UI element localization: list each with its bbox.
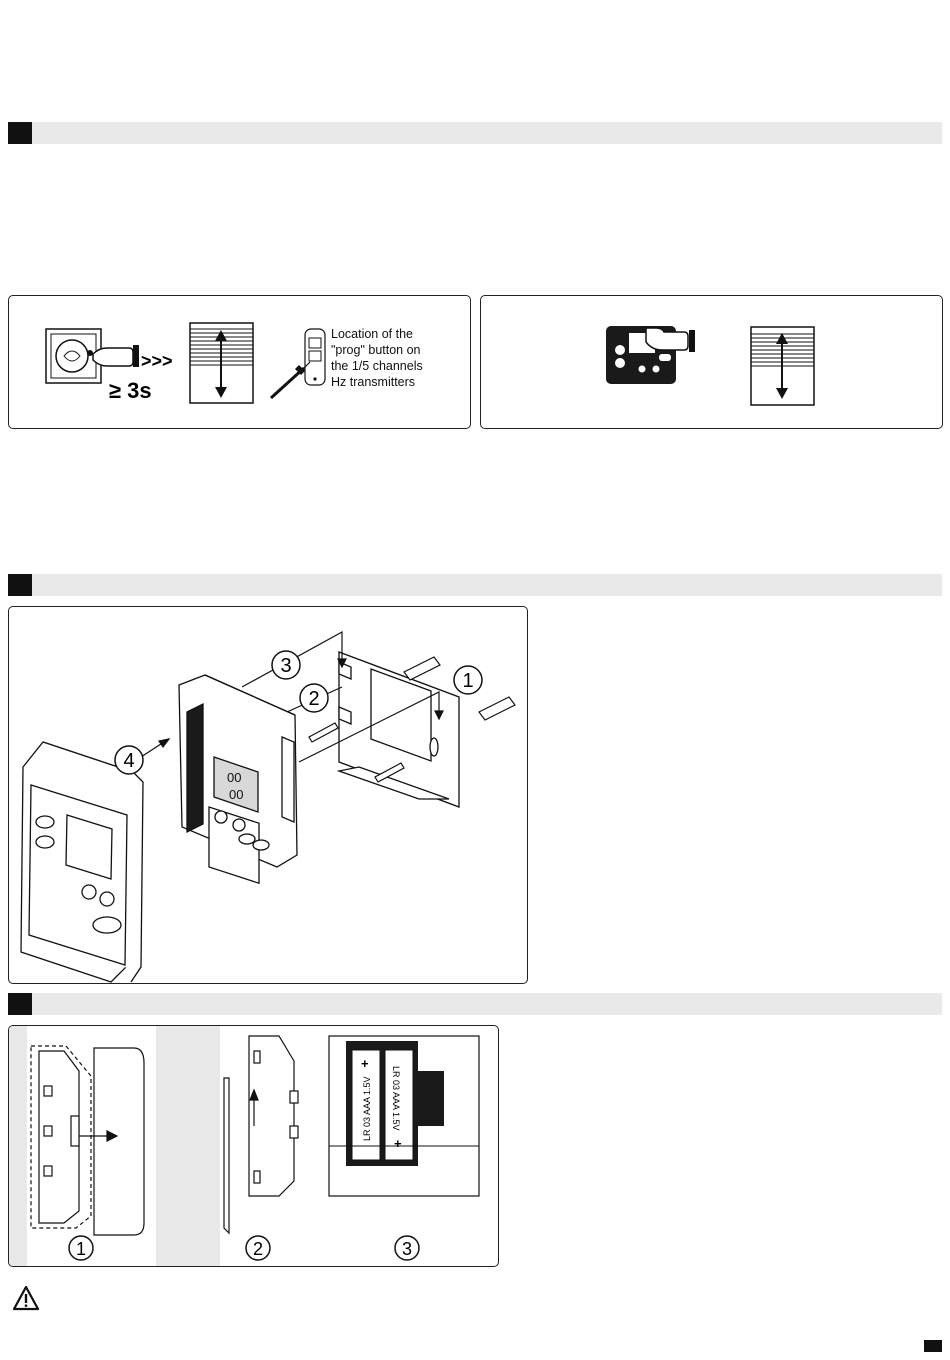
timer-module-icon	[179, 675, 297, 883]
step-callout-2	[300, 684, 328, 712]
timer-prog-illustration	[481, 296, 942, 428]
programming-panel-right	[480, 295, 943, 429]
svg-text:00: 00	[227, 770, 242, 785]
roller-shutter-icon	[190, 323, 253, 403]
battery-compartment-icon	[329, 1036, 479, 1196]
section-marker	[8, 574, 32, 596]
note-line: "prog" button on	[331, 343, 421, 357]
svg-text:1: 1	[462, 670, 474, 692]
screwdriver-icon	[271, 362, 310, 398]
svg-text:2: 2	[308, 688, 320, 710]
step-callout-1	[454, 666, 482, 694]
pressing-finger-icon	[646, 328, 695, 352]
battery-label: LR 03 AAA 1.5V	[362, 1076, 372, 1141]
module-lift-icon	[224, 1036, 298, 1233]
installation-panel	[8, 606, 528, 984]
section-marker	[8, 993, 32, 1015]
section-bar-installation	[8, 574, 942, 596]
programming-panel-left	[8, 295, 471, 429]
prog-location-note	[331, 326, 423, 390]
battery-illustration	[9, 1026, 498, 1266]
svg-text:2: 2	[252, 1239, 264, 1259]
svg-text:00: 00	[229, 787, 244, 802]
battery-step-1	[69, 1236, 93, 1260]
step-callout-3	[272, 651, 300, 679]
svg-text:1: 1	[75, 1239, 87, 1259]
note-line: the 1/5 channels	[331, 359, 423, 373]
transmitter-icon	[305, 329, 325, 385]
battery-label: LR 03 AAA 1.5V	[391, 1066, 401, 1131]
note-line: Hz transmitters	[331, 375, 416, 389]
exploded-view-illustration	[9, 607, 527, 983]
page-number-box	[924, 1340, 942, 1352]
wall-plate-icon	[339, 652, 459, 807]
battery-plus-sign: +	[361, 1056, 369, 1071]
svg-text:4: 4	[123, 750, 135, 772]
module-removal-icon	[31, 1046, 144, 1235]
battery-step-2	[246, 1236, 270, 1260]
svg-text:3: 3	[401, 1239, 413, 1259]
section-bar-battery	[8, 993, 942, 1015]
arrows-label: >>>	[141, 351, 173, 371]
warning-triangle-icon	[12, 1285, 40, 1311]
roller-shutter-icon	[751, 327, 814, 405]
svg-text:3: 3	[280, 655, 292, 677]
battery-plus-sign: +	[394, 1136, 402, 1151]
section-bar-programming	[8, 122, 942, 144]
battery-step-3	[395, 1236, 419, 1260]
battery-panel	[8, 1025, 499, 1267]
section-marker	[8, 122, 32, 144]
hold-time-label: ≥ 3s	[109, 378, 152, 403]
step-callout-4	[115, 746, 143, 774]
front-cover-icon	[21, 742, 143, 982]
note-line: Location of the	[331, 327, 414, 341]
